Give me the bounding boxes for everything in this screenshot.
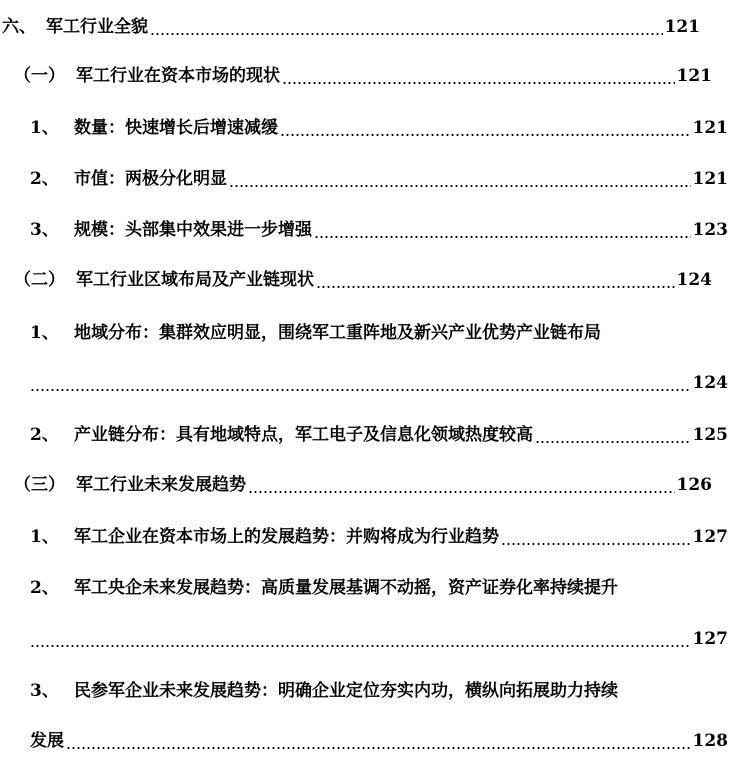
dot-leader bbox=[280, 111, 691, 145]
toc-entry-item[interactable] bbox=[0, 520, 730, 554]
toc-entry-number: （二） bbox=[14, 270, 65, 290]
dot-leader bbox=[150, 10, 663, 44]
toc-entry-item-wrapped[interactable] bbox=[0, 674, 730, 708]
dot-leader bbox=[282, 59, 675, 93]
toc-entry-item-wrapped[interactable] bbox=[0, 571, 730, 605]
toc-entry-title: 军工行业区域布局及产业链现状 bbox=[76, 270, 314, 290]
toc-entry-page: 121 bbox=[664, 17, 700, 37]
toc-entry-number: 1、 bbox=[30, 323, 59, 343]
toc-entry-title: 军工企业在资本市场上的发展趋势：并购将成为行业趋势 bbox=[74, 527, 499, 547]
toc-entry-number: 六、 bbox=[2, 17, 36, 37]
toc-entry-page: 127 bbox=[692, 527, 728, 547]
dot-leader bbox=[248, 468, 675, 502]
toc-entry-item[interactable] bbox=[0, 111, 730, 145]
dot-leader bbox=[535, 418, 691, 452]
toc-entry-continuation[interactable] bbox=[0, 724, 730, 758]
toc-entry-page: 126 bbox=[676, 475, 712, 495]
toc-entry-continuation[interactable] bbox=[0, 366, 730, 400]
toc-entry-page: 127 bbox=[692, 629, 728, 649]
toc-entry-page: 121 bbox=[676, 66, 712, 86]
toc-entry-number: 2、 bbox=[30, 578, 59, 598]
toc-entry-item[interactable] bbox=[0, 162, 730, 196]
toc-entry-title: 军工行业未来发展趋势 bbox=[76, 475, 246, 495]
toc-entry-page: 121 bbox=[692, 118, 728, 138]
dot-leader bbox=[30, 366, 691, 400]
toc-entry-page: 124 bbox=[676, 270, 712, 290]
toc-entry-section-1[interactable] bbox=[0, 59, 714, 93]
toc-entry-section-2[interactable] bbox=[0, 263, 714, 297]
dot-leader bbox=[30, 622, 691, 656]
toc-entry-section-3[interactable] bbox=[0, 468, 714, 502]
toc-entry-page: 121 bbox=[692, 169, 728, 189]
toc-entry-title: 产业链分布：具有地域特点，军工电子及信息化领域热度较高 bbox=[74, 425, 533, 445]
toc-entry-page: 124 bbox=[692, 373, 728, 393]
toc-entry-number: （一） bbox=[14, 66, 65, 86]
toc-entry-number: 2、 bbox=[30, 425, 59, 445]
toc-entry-title: 发展 bbox=[30, 731, 64, 751]
toc-entry-number: 3、 bbox=[30, 681, 59, 701]
toc-entry-number: 3、 bbox=[30, 220, 59, 240]
toc-entry-title: 规模：头部集中效果进一步增强 bbox=[74, 220, 312, 240]
dot-leader bbox=[229, 162, 691, 196]
toc-entry-title: 军工行业全貌 bbox=[46, 17, 148, 37]
toc-entry-chapter-6[interactable] bbox=[0, 10, 702, 44]
toc-entry-title: 民参军企业未来发展趋势：明确企业定位夯实内功，横纵向拓展助力持续 bbox=[74, 681, 618, 701]
toc-entry-number: 1、 bbox=[30, 527, 59, 547]
dot-leader bbox=[66, 724, 691, 758]
toc-entry-title: 地域分布：集群效应明显，围绕军工重阵地及新兴产业优势产业链布局 bbox=[74, 323, 601, 343]
toc-entry-page: 125 bbox=[692, 425, 728, 445]
toc-entry-item[interactable] bbox=[0, 213, 730, 247]
dot-leader bbox=[314, 213, 691, 247]
toc-entry-number: 1、 bbox=[30, 118, 59, 138]
toc-entry-continuation[interactable] bbox=[0, 622, 730, 656]
toc-entry-page: 123 bbox=[692, 220, 728, 240]
toc-entry-number: （三） bbox=[14, 475, 65, 495]
toc-entry-item-wrapped[interactable] bbox=[0, 316, 730, 350]
toc-entry-item[interactable] bbox=[0, 418, 730, 452]
toc-entry-title: 数量：快速增长后增速减缓 bbox=[74, 118, 278, 138]
toc-entry-title: 市值：两极分化明显 bbox=[74, 169, 227, 189]
toc-entry-title: 军工央企未来发展趋势：高质量发展基调不动摇，资产证券化率持续提升 bbox=[74, 578, 618, 598]
toc-entry-page: 128 bbox=[692, 731, 728, 751]
toc-entry-number: 2、 bbox=[30, 169, 59, 189]
toc-entry-title: 军工行业在资本市场的现状 bbox=[76, 66, 280, 86]
dot-leader bbox=[316, 263, 675, 297]
dot-leader bbox=[501, 520, 691, 554]
